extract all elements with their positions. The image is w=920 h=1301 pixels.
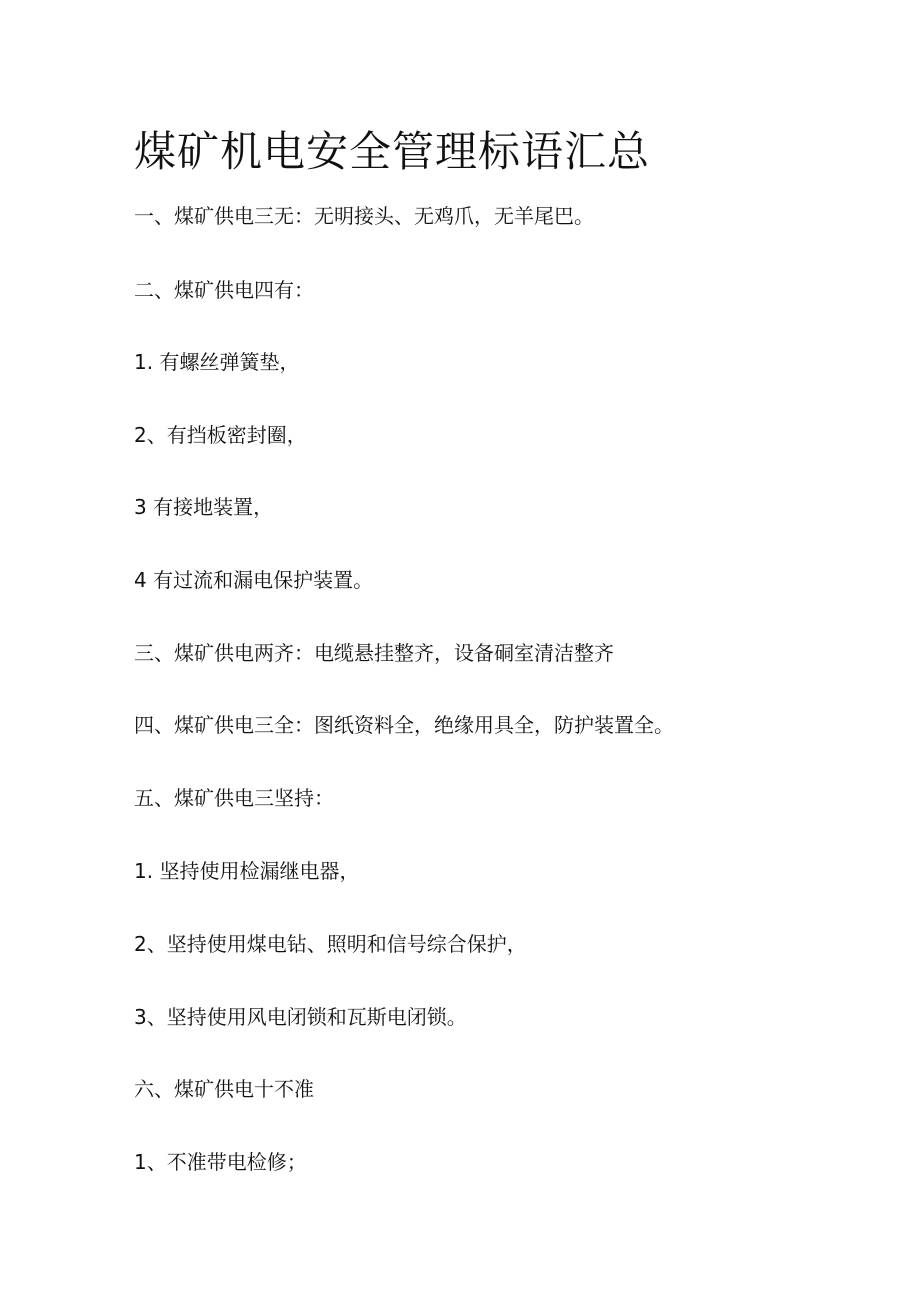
text-line-3: 1. 有螺丝弹簧垫，: [134, 350, 300, 374]
text-line-8: 四、煤矿供电三全：图纸资料全，绝缘用具全，防护装置全。: [134, 713, 674, 737]
text-line-10: 1. 坚持使用检漏继电器，: [134, 859, 360, 883]
text-line-4: 2、有挡板密封圈，: [134, 423, 307, 447]
text-line-7: 三、煤矿供电两齐：电缆悬挂整齐，设备硐室清洁整齐: [134, 641, 614, 665]
text-line-13: 六、煤矿供电十不准: [134, 1077, 314, 1101]
document-title: 煤矿机电安全管理标语汇总: [134, 127, 651, 176]
text-line-1: 一、煤矿供电三无：无明接头、无鸡爪，无羊尾巴。: [134, 204, 594, 228]
text-line-14: 1、不准带电检修；: [134, 1150, 307, 1174]
text-line-11: 2、坚持使用煤电钻、照明和信号综合保护，: [134, 932, 527, 956]
text-line-6: 4 有过流和漏电保护装置。: [134, 568, 374, 592]
text-line-9: 五、煤矿供电三坚持：: [134, 786, 334, 810]
text-line-5: 3 有接地装置，: [134, 495, 274, 519]
text-line-12: 3、坚持使用风电闭锁和瓦斯电闭锁。: [134, 1005, 467, 1029]
text-line-2: 二、煤矿供电四有：: [134, 278, 314, 302]
